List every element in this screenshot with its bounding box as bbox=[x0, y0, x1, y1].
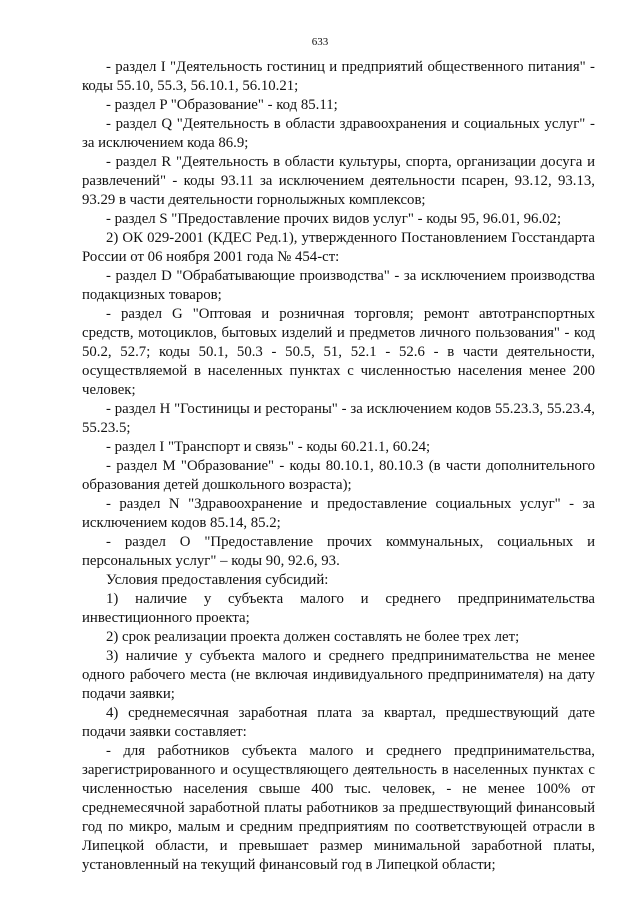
paragraph: - раздел N "Здравоохранение и предоставление социальных услуг" - за исключением кодов 85.14, 85.2; bbox=[82, 496, 595, 531]
document-body bbox=[82, 58, 595, 875]
paragraph: - раздел I "Деятельность гостиниц и предприятий общественного питания" - коды 55.10, 55.3, 56.10.1, 56.10.21; bbox=[82, 59, 595, 94]
page-number: 633 bbox=[311, 36, 329, 48]
paragraph: - для работников субъекта малого и среднего предпринимательства, зарегистрированного и осуществляющего деятельность в населенных пунктах с численностью населения свыше 400 тыс. человек, - не менее 100% от среднемесячной заработной платы работников за предшествующий финансовый год по микро, малым и средним предприятиям по соответствующей отрасли в Липецкой области, и превышает размер минимальной заработной платы, установленный на текущий финансовый год в Липецкой области; bbox=[82, 743, 595, 873]
paragraph: - раздел S "Предоставление прочих видов услуг" - коды 95, 96.01, 96.02; bbox=[106, 211, 562, 227]
paragraph: - раздел M "Образование" - коды 80.10.1, 80.10.3 (в части дополнительного образования детей дошкольного возраста); bbox=[82, 458, 595, 493]
paragraph: - раздел H "Гостиницы и рестораны" - за исключением кодов 55.23.3, 55.23.4, 55.23.5; bbox=[82, 401, 595, 436]
paragraph: 3) наличие у субъекта малого и среднего предпринимательства не менее одного рабочего места (не включая индивидуального предпринимателя) на дату подачи заявки; bbox=[82, 648, 595, 702]
paragraph: - раздел D "Обрабатывающие производства" - за исключением производства подакцизных товаров; bbox=[82, 268, 595, 303]
paragraph: - раздел R "Деятельность в области культуры, спорта, организации досуга и развлечений" - коды 93.11 за исключением деятельности псарен, 93.12, 93.13, 93.29 в части деятельности горнолыжных комплексов; bbox=[82, 154, 595, 208]
paragraph: 1) наличие у субъекта малого и среднего предпринимательства инвестиционного проекта; bbox=[82, 591, 595, 626]
paragraph: 2) ОК 029-2001 (КДЕС Ред.1), утвержденного Постановлением Госстандарта России от 06 ноября 2001 года № 454-ст: bbox=[82, 230, 595, 265]
paragraph: - раздел O "Предоставление прочих коммунальных, социальных и персональных услуг" – коды 90, 92.6, 93. bbox=[82, 534, 595, 569]
paragraph: Условия предоставления субсидий: bbox=[106, 572, 329, 588]
paragraph: - раздел Q "Деятельность в области здравоохранения и социальных услуг" - за исключением кода 86.9; bbox=[82, 116, 595, 151]
paragraph: - раздел G "Оптовая и розничная торговля; ремонт автотранспортных средств, мотоциклов, бытовых изделий и предметов личного пользования" - код 50.2, 52.7; коды 50.1, 50.3 - 50.5, 51, 52.1 - 52.6 - в части деятельности, осуществляемой в населенных пунктах с численностью населения менее 200 человек; bbox=[82, 306, 595, 398]
paragraph: - раздел P "Образование" - код 85.11; bbox=[106, 97, 338, 113]
paragraph: 4) среднемесячная заработная плата за квартал, предшествующий дате подачи заявки составляет: bbox=[82, 705, 595, 740]
paragraph: - раздел I "Транспорт и связь" - коды 60.21.1, 60.24; bbox=[106, 439, 431, 455]
paragraph: 2) срок реализации проекта должен составлять не более трех лет; bbox=[106, 629, 520, 645]
